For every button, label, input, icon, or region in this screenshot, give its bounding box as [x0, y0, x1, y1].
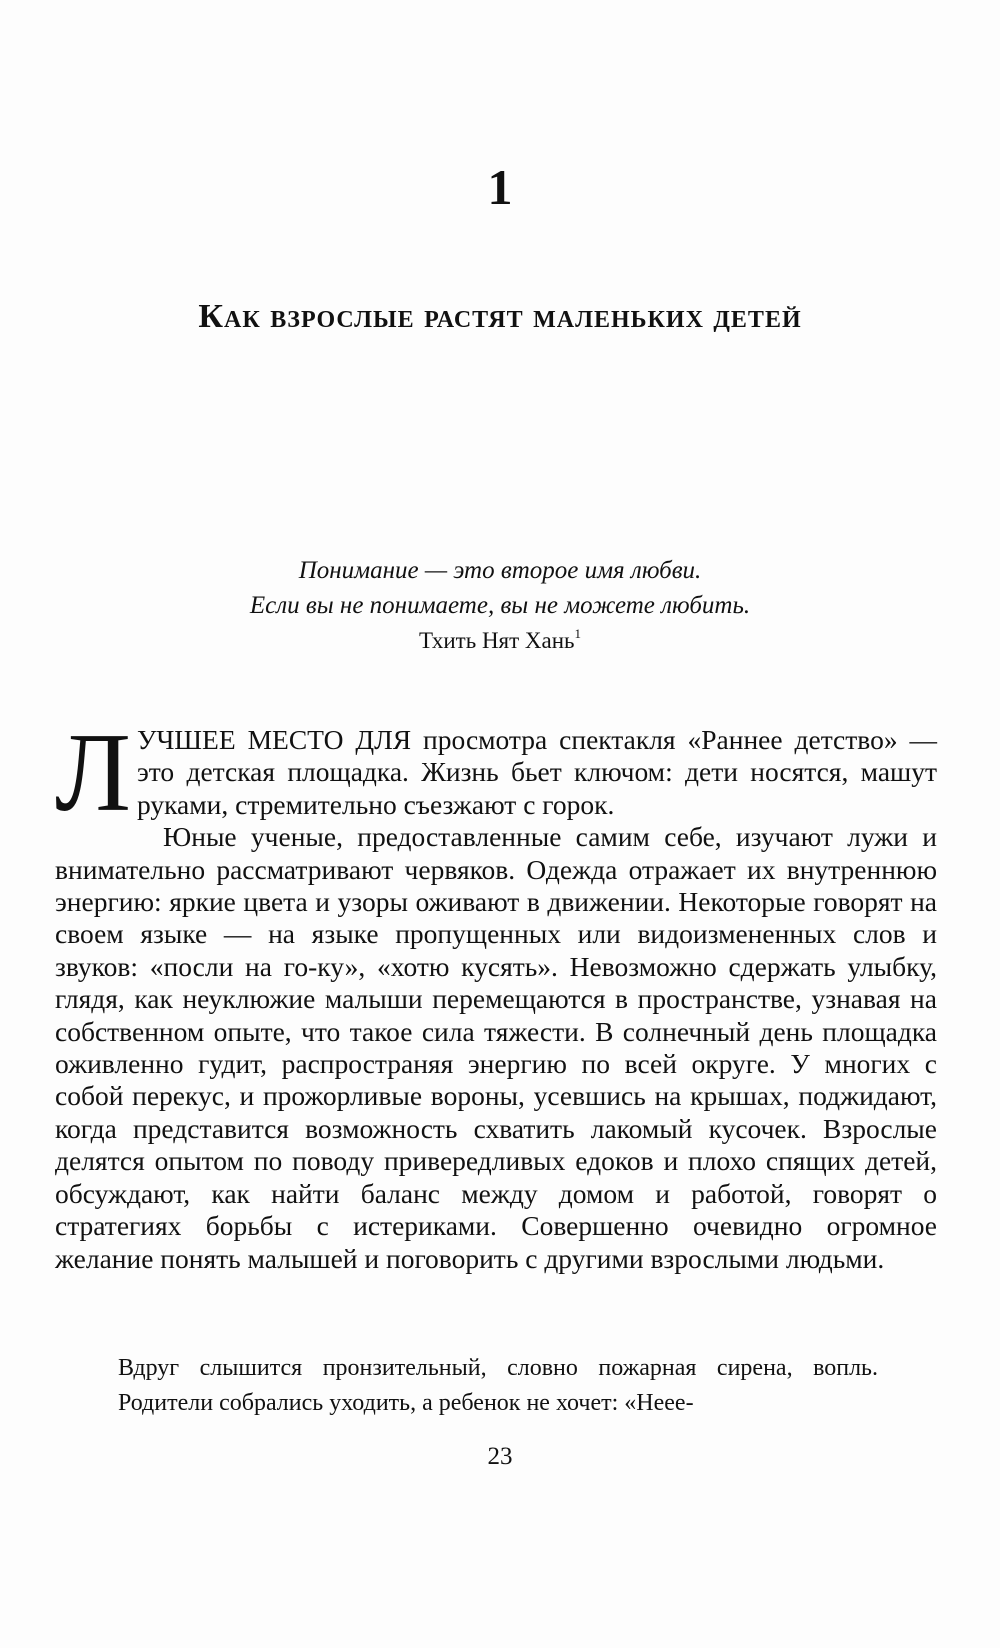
- quote-block: Вдруг слышится пронзительный, словно пожарная сирена, вопль. Родители собрались уходить, а ребенок не хочет: «Неее-: [118, 1355, 878, 1416]
- epigraph-line-1: Понимание — это второе имя любви.: [298, 557, 702, 584]
- epigraph-line-2: Если вы не понимаете, вы не можете любить.: [249, 592, 751, 619]
- footnote-mark: 1: [574, 626, 582, 641]
- epigraph-author-name: Тхить Нят Хань: [418, 628, 575, 653]
- lead-in: УЧШЕЕ МЕСТО ДЛЯ: [136, 724, 412, 755]
- paragraph-1-text: просмотра спектакля «Раннее детство» — это детская площадка. Жизнь бьет ключом: дети носятся, машут руками, стремительно съезжают с горок.: [136, 724, 937, 820]
- chapter-title: Как взрослые растят маленьких детей: [198, 298, 802, 335]
- epigraph: [120, 553, 880, 658]
- epigraph-author: [120, 623, 880, 658]
- drop-cap: Л: [55, 711, 131, 835]
- paragraph-2-text: Юные ученые, предоставленные самим себе, изучают лужи и внимательно рассматривают червяков. Одежда отражает их внутреннюю энергию: яркие цвета и узоры оживают в движении. Некоторые говорят на своем языке — на языке пропущенных или видоизмененных слов и звуков: «посли на го-ку», «хотю кусять». Невозможно сдержать улыбку, глядя, как неуклюжие малыши перемещаются в пространстве, узнавая на собственном опыте, что такое сила тяжести. В солнечный день площадка оживленно гудит, распространяя энергию по всей округе. У многих с собой перекус, и прожорливые вороны, усевшись на крышах, поджидают, когда представится возможность схватить лакомый кусочек. Взрослые делятся опытом по поводу привередливых едоков и плохо спящих детей, обсуждают, как найти баланс между домом и работой, говорят о стратегиях борьбы с истериками. Совершенно очевидно огромное желание понять малышей и поговорить с другими взрослыми людьми.: [55, 821, 937, 1274]
- chapter-number: 1: [487, 159, 513, 215]
- paragraph-1: [55, 711, 937, 835]
- main-text: [55, 711, 937, 1275]
- page-number: 23: [487, 1443, 513, 1470]
- paragraph-2: [55, 821, 937, 1275]
